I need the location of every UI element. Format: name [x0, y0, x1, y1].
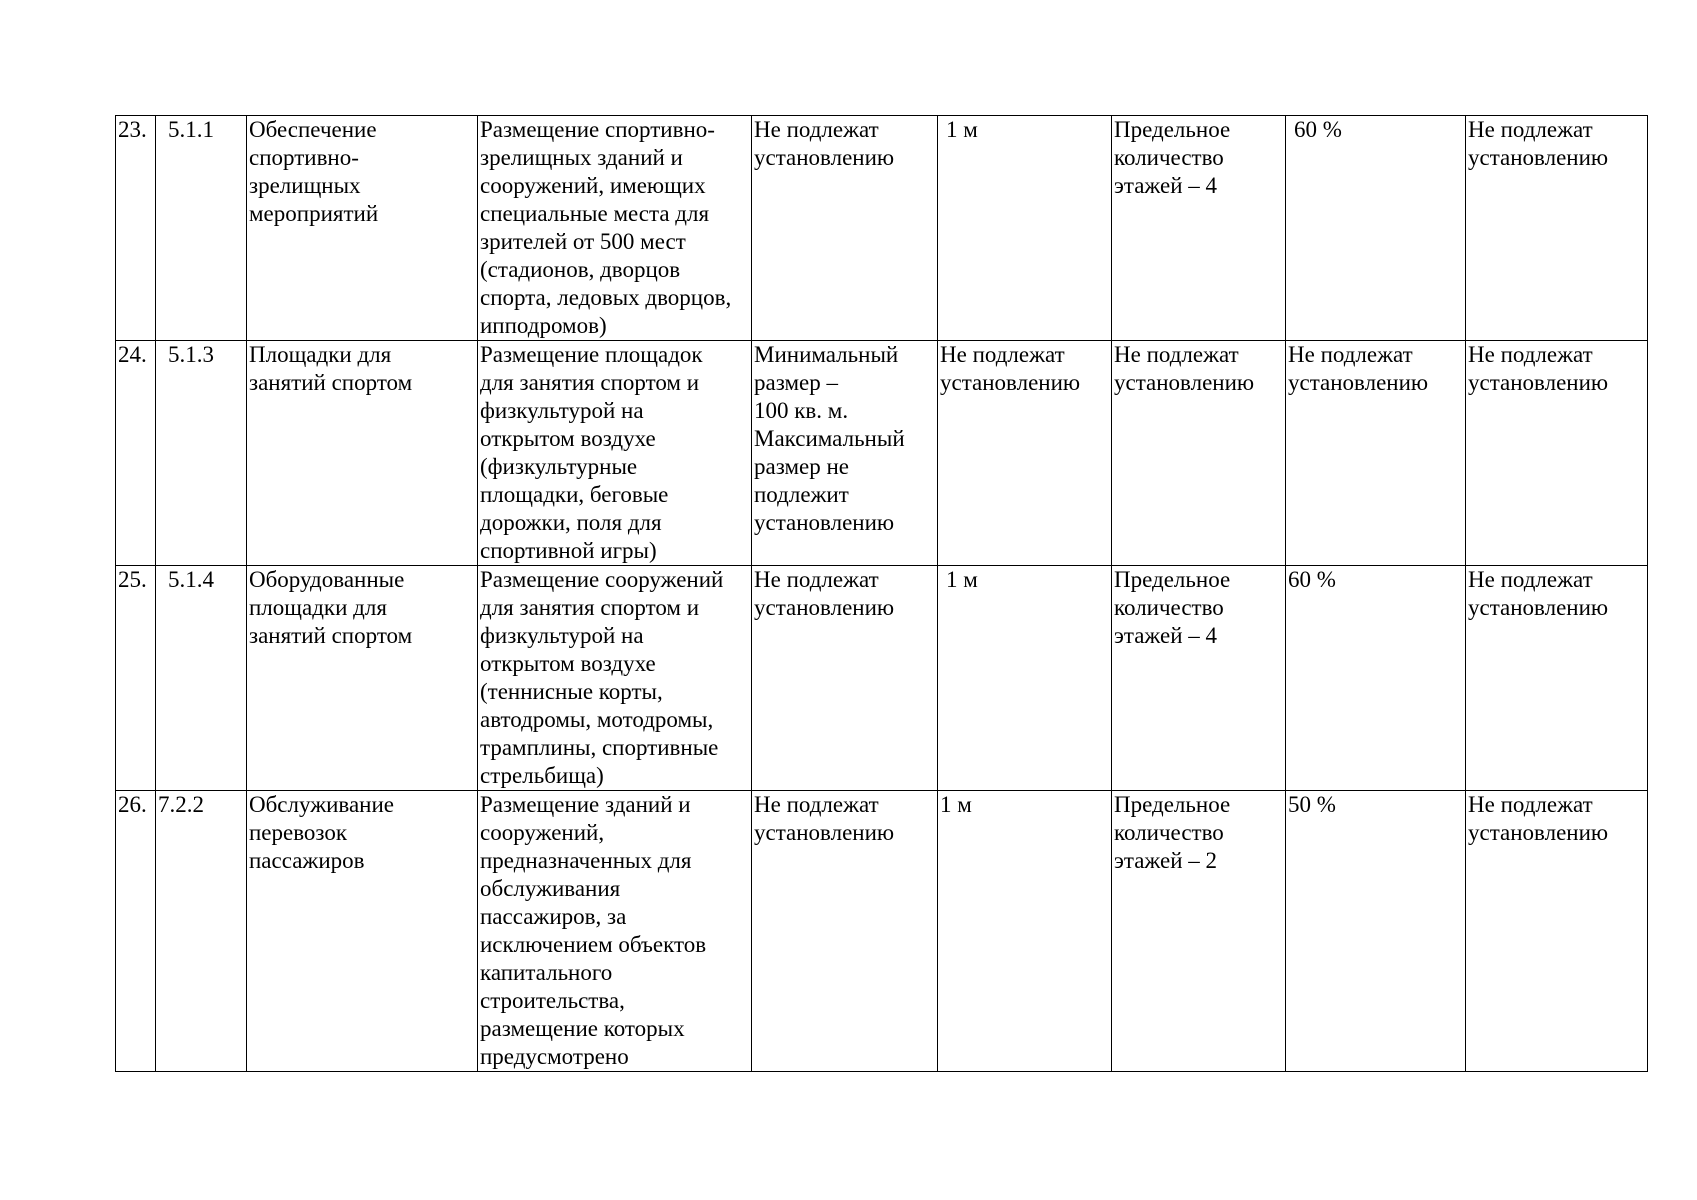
coverage-percent-cell: 60 %: [1286, 566, 1466, 791]
table-row: [116, 116, 1648, 341]
indent-cell: 1 м: [938, 566, 1112, 791]
description-cell: Размещение спортивно- зрелищных зданий и сооружений, имеющих специальные места для зрителей от 500 мест (стадионов, дворцов спорта, ледовых дворцов, ипподромов): [478, 116, 752, 341]
floors-cell: Предельное количество этажей – 2: [1112, 791, 1286, 1072]
zoning-table: [115, 115, 1648, 1072]
floors-cell: Предельное количество этажей – 4: [1112, 116, 1286, 341]
plot-size-cell: Не подлежат установлению: [752, 791, 938, 1072]
coverage-percent-cell: 50 %: [1286, 791, 1466, 1072]
code-cell: 7.2.2: [156, 791, 247, 1072]
code-cell: 5.1.1: [156, 116, 247, 341]
use-name-cell: Обеспечение спортивно- зрелищных мероприятий: [247, 116, 478, 341]
coverage-percent-cell: 60 %: [1286, 116, 1466, 341]
description-cell: Размещение сооружений для занятия спортом и физкультурой на открытом воздухе (теннисные корты, автодромы, мотодромы, трамплины, спортивные стрельбища): [478, 566, 752, 791]
use-name-cell: Оборудованные площадки для занятий спортом: [247, 566, 478, 791]
indent-cell: Не подлежат установлению: [938, 341, 1112, 566]
code-cell: 5.1.4: [156, 566, 247, 791]
table-row: [116, 791, 1648, 1072]
other-params-cell: Не подлежат установлению: [1466, 566, 1648, 791]
row-number-cell: 24.: [116, 341, 156, 566]
indent-cell: 1 м: [938, 791, 1112, 1072]
plot-size-cell: Минимальный размер – 100 кв. м. Максимальный размер не подлежит установлению: [752, 341, 938, 566]
plot-size-cell: Не подлежат установлению: [752, 116, 938, 341]
use-name-cell: Обслуживание перевозок пассажиров: [247, 791, 478, 1072]
use-name-cell: Площадки для занятий спортом: [247, 341, 478, 566]
other-params-cell: Не подлежат установлению: [1466, 791, 1648, 1072]
description-cell: Размещение площадок для занятия спортом и физкультурой на открытом воздухе (физкультурные площадки, беговые дорожки, поля для спортивной игры): [478, 341, 752, 566]
row-number-cell: 25.: [116, 566, 156, 791]
floors-cell: Предельное количество этажей – 4: [1112, 566, 1286, 791]
table-row: [116, 341, 1648, 566]
indent-cell: 1 м: [938, 116, 1112, 341]
code-cell: 5.1.3: [156, 341, 247, 566]
row-number-cell: 23.: [116, 116, 156, 341]
row-number-cell: 26.: [116, 791, 156, 1072]
description-cell: Размещение зданий и сооружений, предназначенных для обслуживания пассажиров, за исключением объектов капитального строительства, размещение которых предусмотрено: [478, 791, 752, 1072]
floors-cell: Не подлежат установлению: [1112, 341, 1286, 566]
table-row: [116, 566, 1648, 791]
plot-size-cell: Не подлежат установлению: [752, 566, 938, 791]
other-params-cell: Не подлежат установлению: [1466, 116, 1648, 341]
coverage-percent-cell: Не подлежат установлению: [1286, 341, 1466, 566]
other-params-cell: Не подлежат установлению: [1466, 341, 1648, 566]
